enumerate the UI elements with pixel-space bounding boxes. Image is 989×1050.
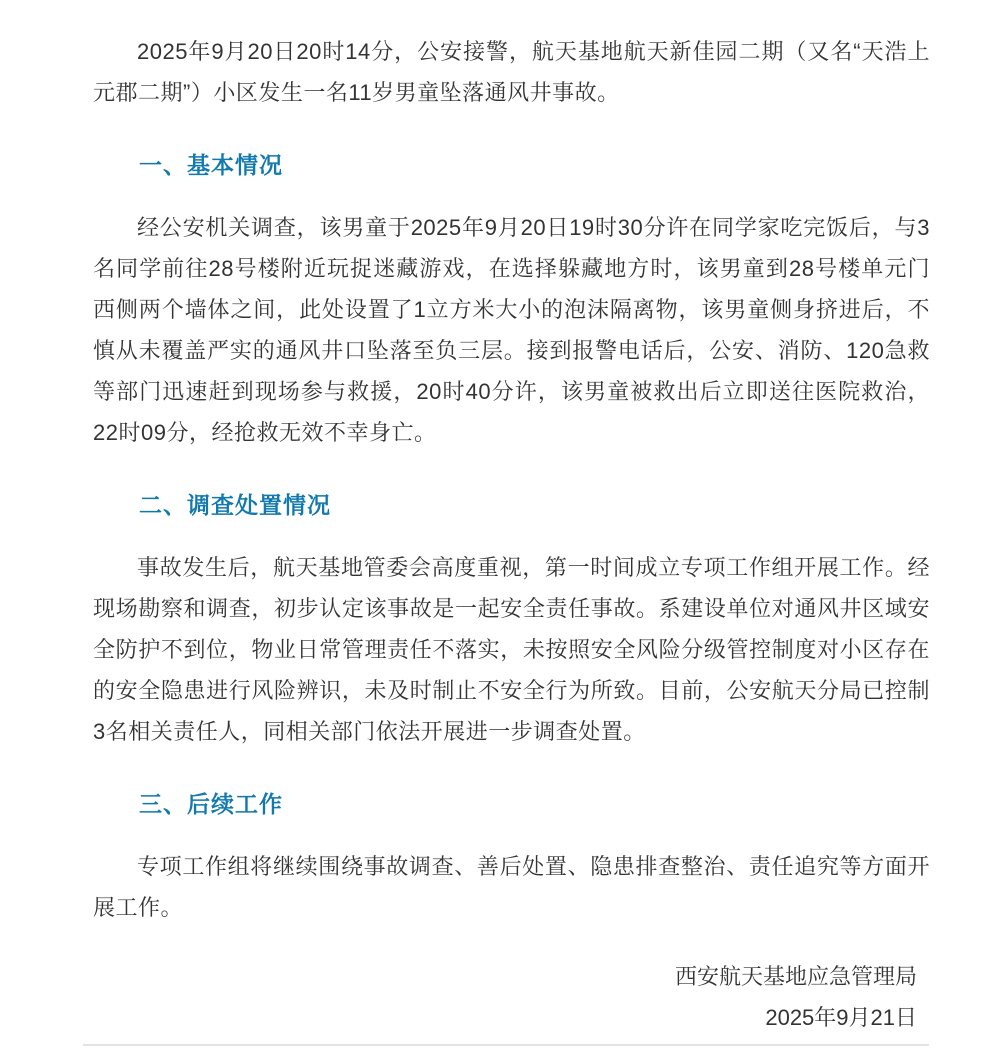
section-3-paragraph: 专项工作组将继续围绕事故调查、善后处置、隐患排查整治、责任追究等方面开展工作。 — [93, 854, 930, 920]
signature-org: 西安航天基地应急管理局 — [674, 964, 917, 989]
bottom-divider — [83, 1044, 929, 1046]
section-1-paragraph: 经公安机关调查，该男童于2025年9月20日19时30分许在同学家吃完饭后，与3名同学前往28号楼附近玩捉迷藏游戏，在选择躲藏地方时，该男童到28号楼单元门西侧两个墙体之间，此处设置了1立方米大小的泡沫隔离物，该男童侧身挤进后，不慎从未覆盖严实的通风井口坠落至负三层。接到报警电话后，公安、消防、120急救等部门迅速赶到现场参与救援，20时40分许，该男童被救出后立即送往医院救治，22时09分，经抢救无效不幸身亡。 — [93, 215, 930, 445]
section-3-heading: 三、后续工作 — [139, 791, 283, 817]
intro-paragraph: 2025年9月20日20时14分，公安接警，航天基地航天新佳园二期（又名“天浩上元郡二期”）小区发生一名11岁男童坠落通风井事故。 — [93, 39, 930, 105]
section-1-heading: 一、基本情况 — [139, 152, 283, 178]
signature-block — [93, 956, 930, 1038]
signature-date: 2025年9月21日 — [765, 1005, 917, 1030]
section-2-heading: 二、调查处置情况 — [139, 492, 331, 518]
section-2-paragraph: 事故发生后，航天基地管委会高度重视，第一时间成立专项工作组开展工作。经现场勘察和调查，初步认定该事故是一起安全责任事故。系建设单位对通风井区域安全防护不到位，物业日常管理责任不落实，未按照安全风险分级管控制度对小区存在的安全隐患进行风险辨识，未及时制止不安全行为所致。目前，公安航天分局已控制3名相关责任人，同相关部门依法开展进一步调查处置。 — [93, 555, 930, 744]
